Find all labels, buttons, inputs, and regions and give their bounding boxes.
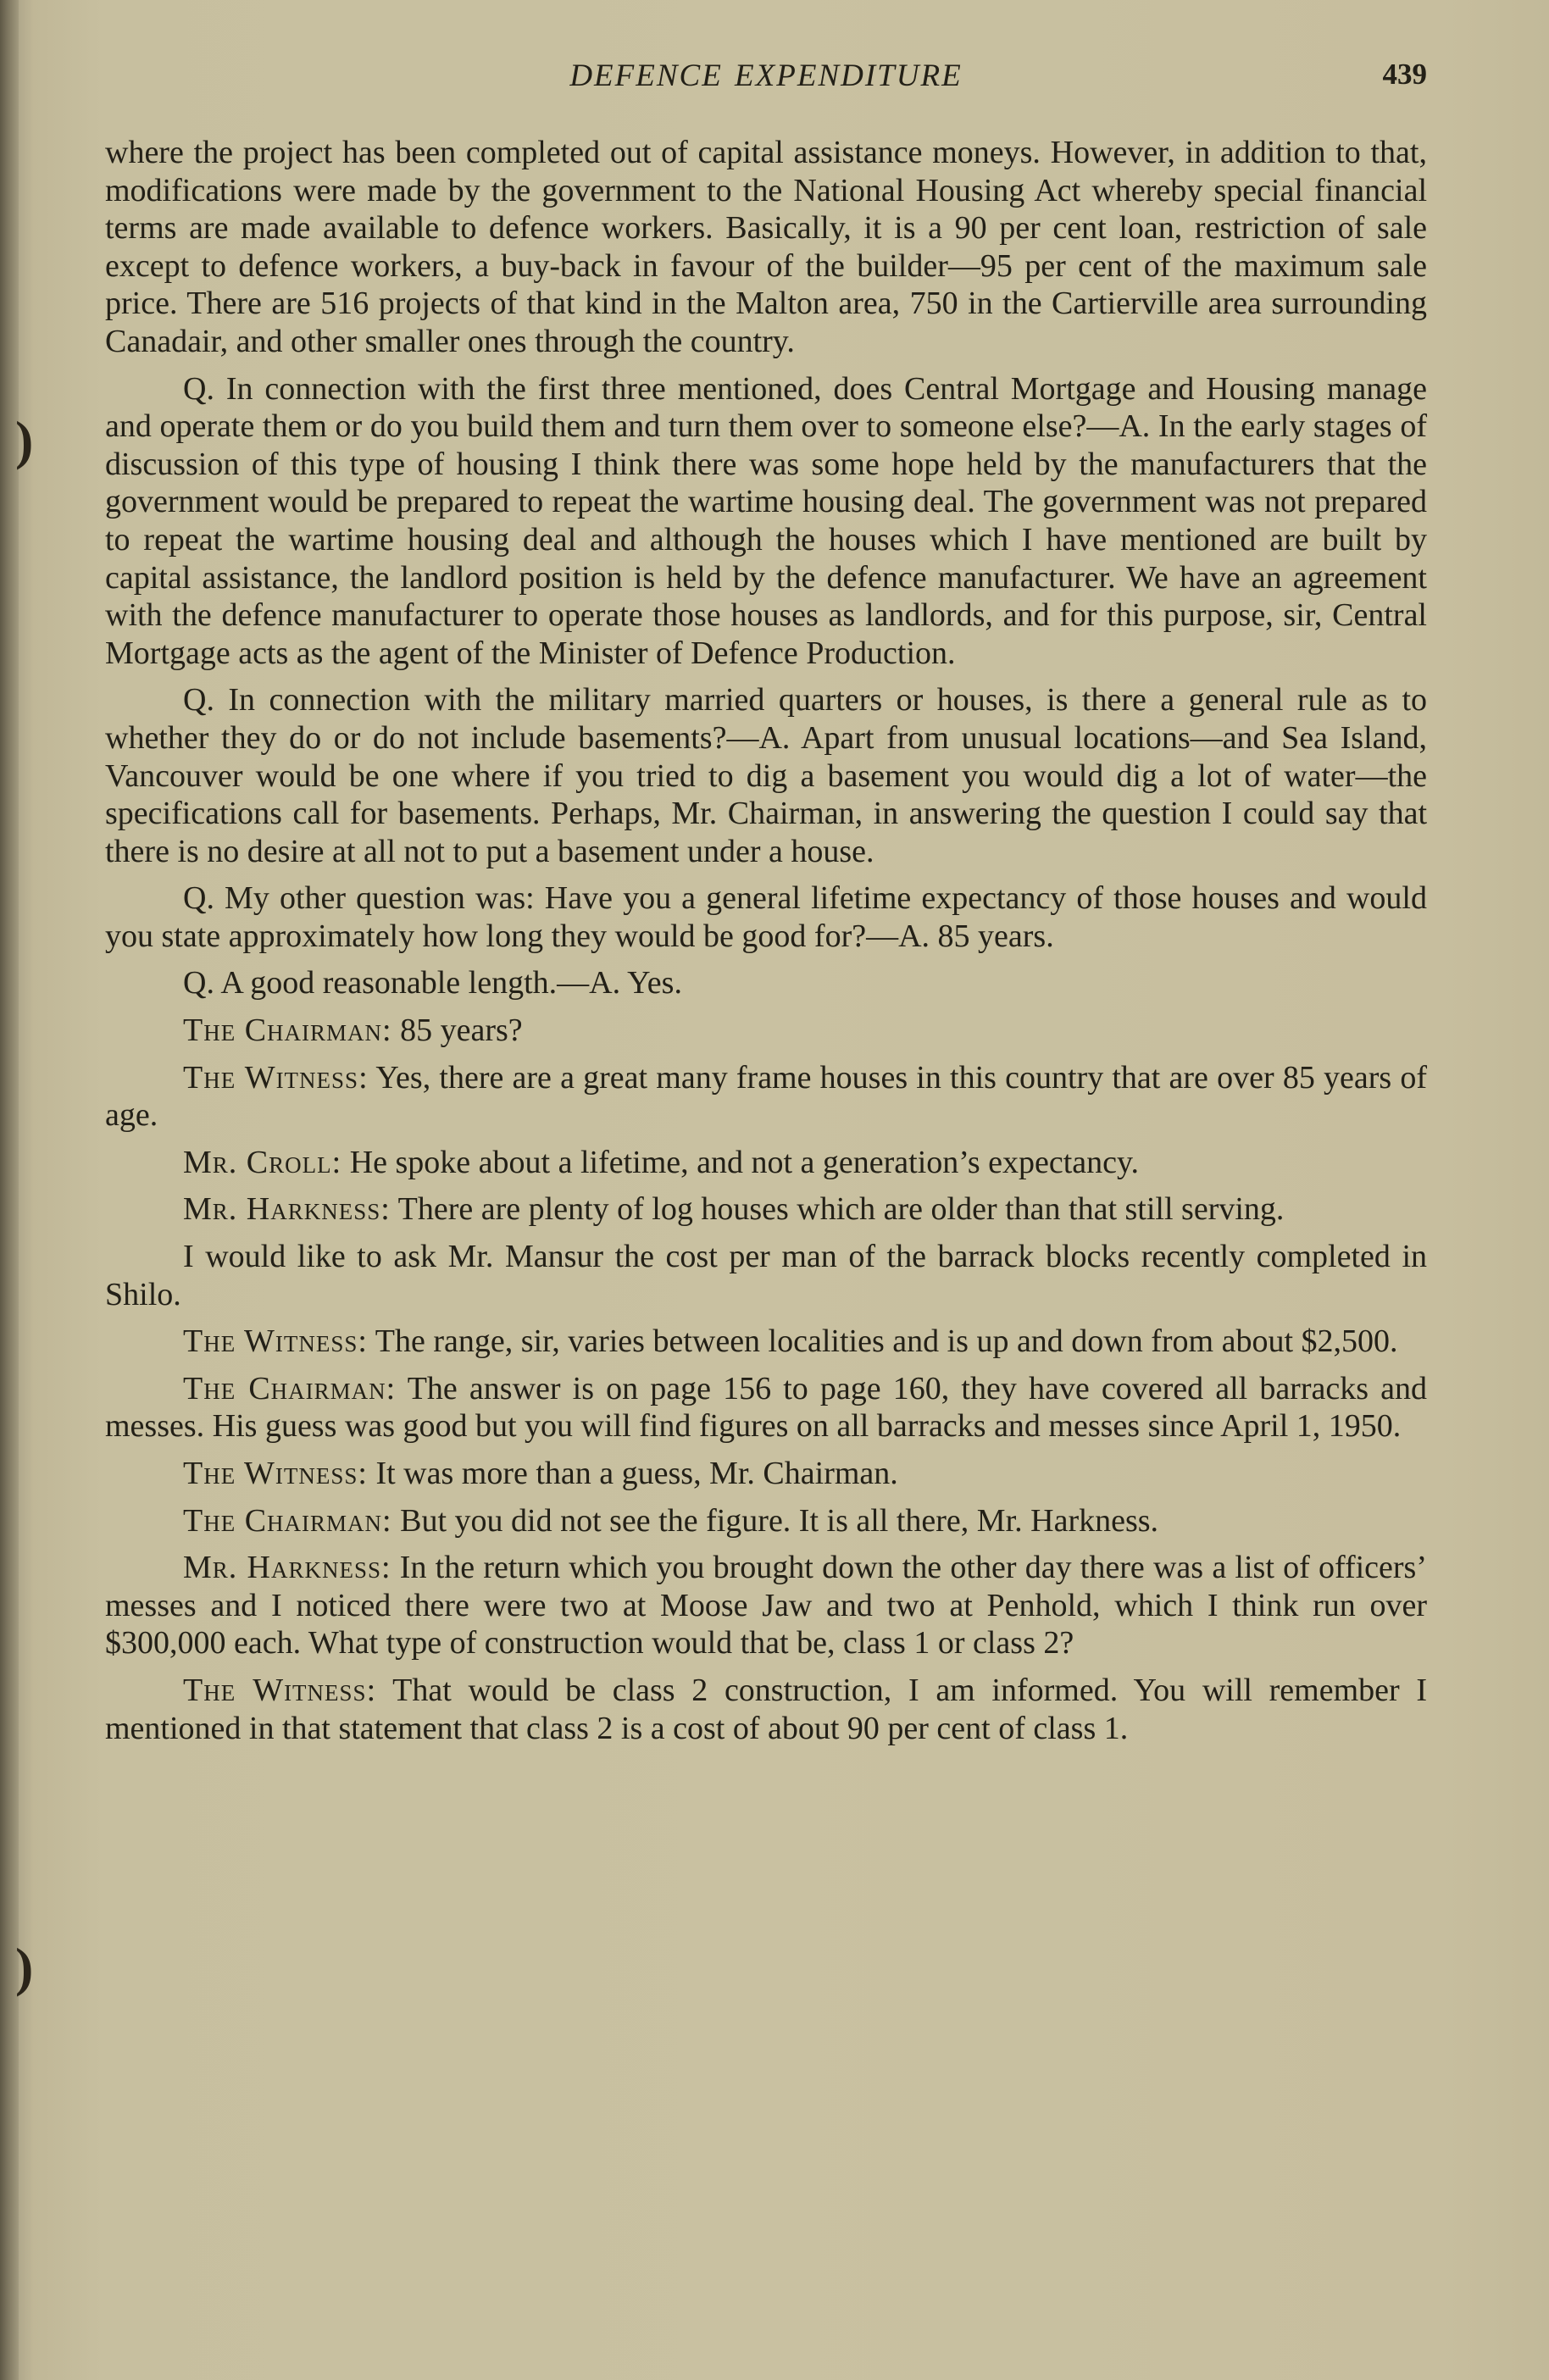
paragraph xyxy=(105,681,1427,870)
paragraph xyxy=(105,879,1427,955)
paragraph-text: That would be class 2 construction, I am informed. You will remember I mentioned in that statement that class 2 is a cost of about 90 per cent of class 1. xyxy=(105,1672,1427,1746)
running-head xyxy=(105,53,1427,103)
speaker-label: Mr. Harkness: xyxy=(183,1191,391,1228)
paragraph xyxy=(105,1370,1427,1445)
paragraph-text: Yes, there are a great many frame houses in this country that are over 85 years of age. xyxy=(105,1059,1428,1134)
paragraph xyxy=(105,1323,1427,1361)
paragraph xyxy=(105,1144,1427,1182)
margin-bracket-mark: ) xyxy=(15,1937,34,1997)
margin-bracket-mark: ) xyxy=(15,410,34,470)
paragraph-text: The answer is on page 156 to page 160, they have covered all barracks and messes. His guess was good but you will find figures on all barracks and messes since April 1, 1950. xyxy=(105,1370,1428,1445)
paragraph-text: It was more than a guess, Mr. Chairman. xyxy=(375,1456,898,1491)
speaker-label: Mr. Croll: xyxy=(183,1144,342,1180)
binding-edge xyxy=(0,0,19,2380)
speaker-label: The Witness: xyxy=(183,1456,368,1491)
paragraph xyxy=(105,370,1427,673)
paragraph xyxy=(105,1549,1427,1662)
paragraph xyxy=(105,1672,1427,1747)
running-title: DEFENCE EXPENDITURE xyxy=(569,58,963,93)
paragraph-text: Q. In connection with the military married quarters or houses, is there a general rule as to whether they do or do not include basements?—A. Apart from unusual locations—and Sea Island, Vancouver would be one where if you tried to dig a basement you would dig a lot of water—the specifications call for basements. Perhaps, Mr. Chairman, in answering the question I could say that there is no desire at all not to put a basement under a house. xyxy=(105,682,1427,869)
paragraph xyxy=(105,134,1427,361)
paragraph-text: But you did not see the figure. It is all there, Mr. Harkness. xyxy=(400,1502,1159,1539)
paragraph-text: There are plenty of log houses which are older than that still serving. xyxy=(397,1191,1285,1228)
paragraph-text: Q. A good reasonable length.—A. Yes. xyxy=(183,965,682,1001)
paragraph xyxy=(105,1455,1427,1493)
paragraph xyxy=(105,1238,1427,1313)
speaker-label: The Chairman: xyxy=(183,1502,392,1539)
paragraph-text: The range, sir, varies between localities and is up and down from about $2,500. xyxy=(375,1323,1398,1360)
paragraph-text: Q. My other question was: Have you a general lifetime expectancy of those houses and would you state approximately how long they would be good for?—A. 85 years. xyxy=(105,880,1427,954)
paragraph-text: where the project has been completed out of capital assistance moneys. However, in addition to that, modifications were made by the government to the National Housing Act whereby special financial terms are made available to defence workers. Basically, it is a 90 per cent loan, restriction of sale except to defence workers, a buy-back in favour of the builder—95 per cent of the maximum sale price. There are 516 projects of that kind in the Malton area, 750 in the Cartierville area surrounding Canadair, and other smaller ones through the country. xyxy=(105,135,1427,359)
paragraph xyxy=(105,1059,1427,1135)
speaker-label: The Witness: xyxy=(183,1323,368,1360)
page-number: 439 xyxy=(1382,58,1427,91)
paragraph xyxy=(105,1502,1427,1540)
paragraph xyxy=(105,1012,1427,1050)
paragraph-text: In the return which you brought down the other day there was a list of officers’ messes and I noticed there were two at Moose Jaw and two at Penhold, which I think run over $300,000 each. What type of construction would that be, class 1 or class 2? xyxy=(105,1550,1428,1662)
paragraph-text: Q. In connection with the first three mentioned, does Central Mortgage and Housing manage and operate them or do you build them and turn them over to someone else?—A. In the early stages of discussion of this type of housing I think there was some hope held by the manufacturers that the government would be prepared to repeat the wartime housing deal. The government was not prepared to repeat the wartime housing deal and although the houses which I have mentioned are built by capital assistance, the landlord position is held by the defence manufacturer. We have an agreement with the defence manufacturer to operate those houses as landlords, and for this purpose, sir, Central Mortgage acts as the agent of the Minister of Defence Production. xyxy=(105,370,1427,671)
paragraph xyxy=(105,964,1427,1002)
speaker-label: The Chairman: xyxy=(183,1012,392,1049)
paragraph-text: 85 years? xyxy=(400,1012,523,1049)
speaker-label: The Chairman: xyxy=(183,1370,397,1406)
paragraph xyxy=(105,1190,1427,1229)
paragraph-text: I would like to ask Mr. Mansur the cost per man of the barrack blocks recently completed in Shilo. xyxy=(105,1239,1427,1312)
paragraph-text: He spoke about a lifetime, and not a generation’s expectancy. xyxy=(349,1144,1140,1180)
body-text xyxy=(105,134,1427,1756)
speaker-label: The Witness: xyxy=(183,1672,377,1708)
speaker-label: The Witness: xyxy=(183,1059,369,1096)
speaker-label: Mr. Harkness: xyxy=(183,1550,391,1586)
